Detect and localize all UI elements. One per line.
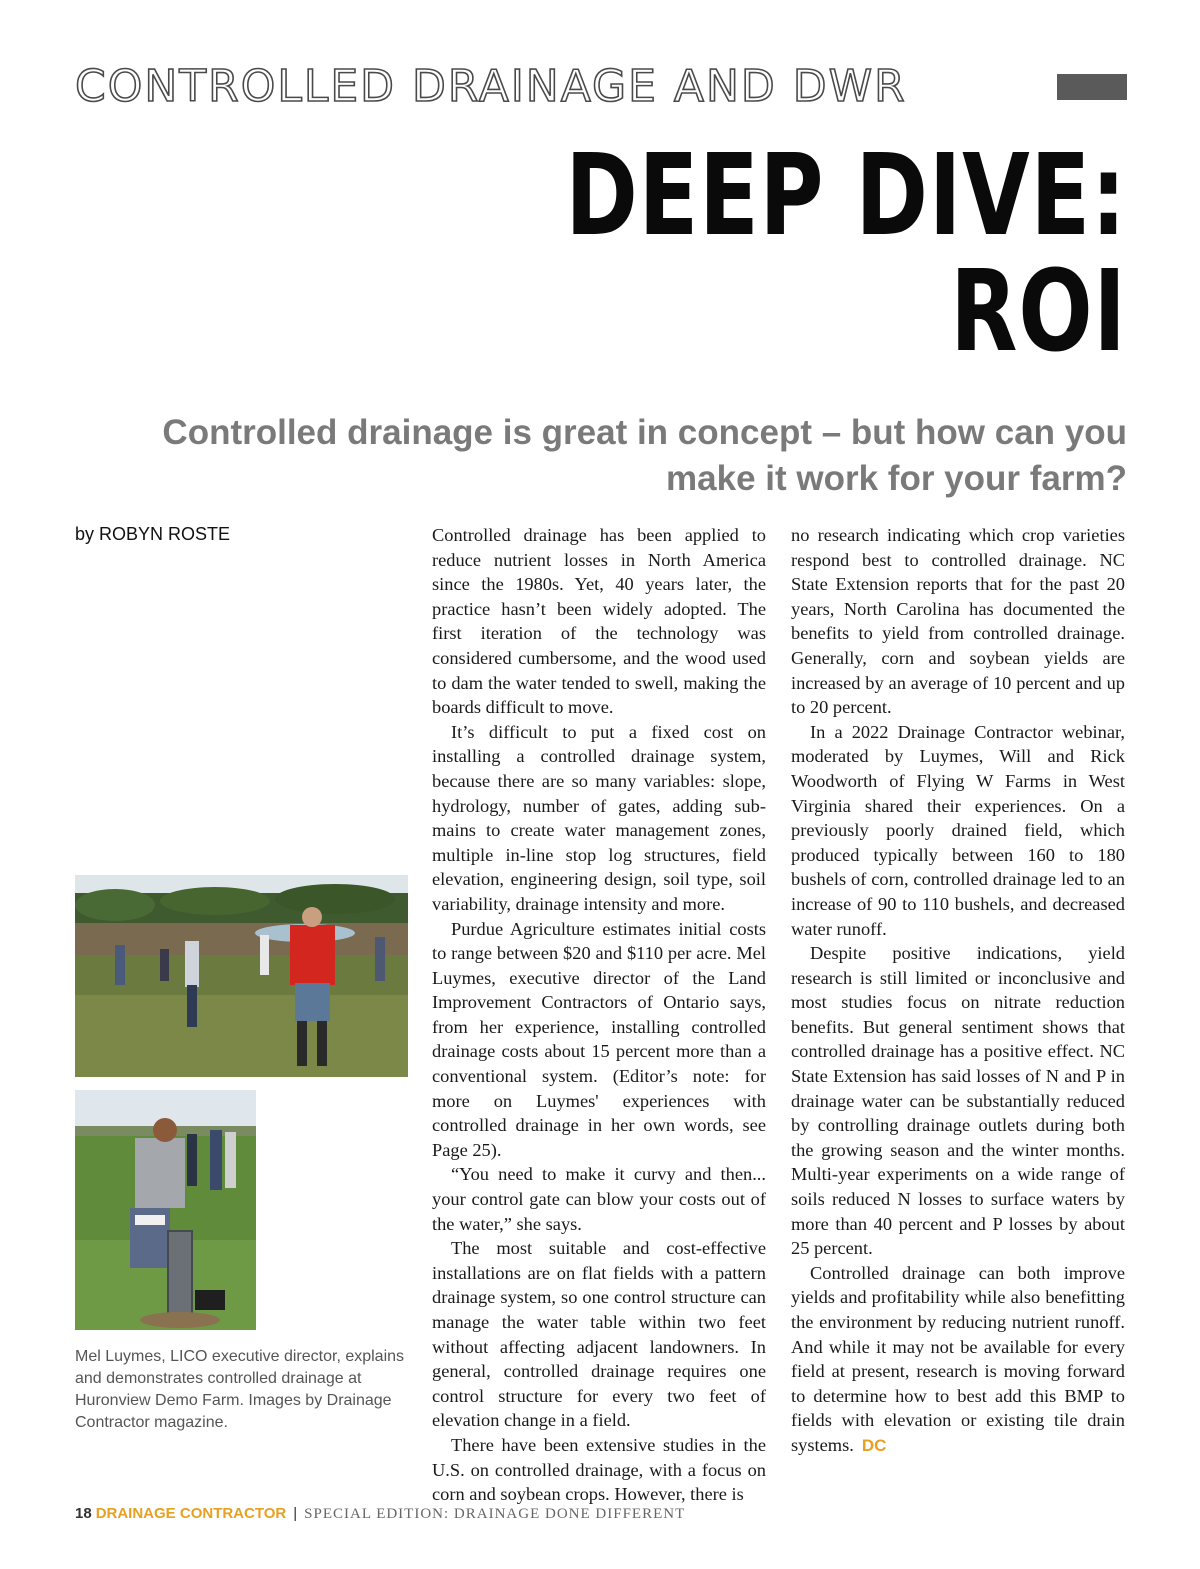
edition-name: SPECIAL EDITION: DRAINAGE DONE DIFFERENT xyxy=(304,1506,686,1522)
byline: by ROBYN ROSTE xyxy=(75,524,231,544)
paragraph: “You need to make it curvy and then... your control gate can blow your costs out of the water,” she says. xyxy=(432,1164,766,1234)
page-number: 18 xyxy=(75,1505,92,1522)
article-column-1 xyxy=(432,523,766,1507)
paragraph: The most suitable and cost-effective installations are on flat fields with a pattern drainage system, so one control structure can manage the water table within two feet without affecting adjacent landowners. In general, controlled drainage requires one control structure for every two feet of elevation change in a field. xyxy=(432,1238,766,1431)
footer-separator: | xyxy=(293,1505,298,1522)
headline-line-2: ROI xyxy=(950,247,1127,377)
paragraph: In a 2022 Drainage Contractor webinar, moderated by Luymes, Will and Rick Woodworth of Flying W Farms in West Virginia shared their experiences. On a previously poorly drained field, which produced typically between 160 to 180 bushels of corn, controlled drainage led to an increase of 90 to 110 bushels, and decreased water runoff. xyxy=(791,721,1125,939)
photo-field-group xyxy=(75,875,408,1077)
paragraph: Despite positive indications, yield research is still limited or inconclusive and most studies focus on nitrate reduction benefits. But general sentiment shows that controlled drainage has a positive effect. NC State Extension has said losses of N and P in drainage water can be substantially reduced by controlling drainage outlets during both the growing season and the winter months. Multi-year experiments on a wide range of soils reduced N losses to surface waters by more than 40 percent and P losses by about 25 percent. xyxy=(791,943,1125,1259)
photo-demonstration xyxy=(75,1090,256,1330)
section-title: CONTROLLED DRAINAGE AND DWR xyxy=(75,61,907,112)
paragraph: Controlled drainage has been applied to reduce nutrient losses in North America since the 1980s. Yet, 40 years later, the practice hasn’t been widely adopted. The first iteration of the technology was considered cumbersome, and the wood used to dam the water tended to swell, making the boards difficult to move. xyxy=(432,525,766,718)
section-header xyxy=(75,58,1127,112)
paragraph-text: Controlled drainage can both improve yields and profitability while also benefitting the environment by reducing nutrient runoff. And while it may not be available for every field at present, research is moving forward to determine how to best add this BMP to fields with elevation or existing tile drain systems. xyxy=(791,1262,1125,1455)
paragraph: no research indicating which crop varieties respond best to controlled drainage. NC State Extension reports that for the past 20 years, North Carolina has documented the benefits to yield from controlled drainage. Generally, corn and soybean yields are increased by an average of 10 percent and up to 20 percent. xyxy=(791,525,1125,718)
article-column-2 xyxy=(791,523,1125,1459)
photo-caption: Mel Luymes, LICO executive director, explains and demonstrates controlled drainage at Huronview Demo Farm. Images by Drainage Contractor magazine. xyxy=(75,1348,405,1431)
paragraph: There have been extensive studies in the U.S. on controlled drainage, with a focus on corn and soybean crops. However, there is xyxy=(432,1434,766,1505)
headline-line-1: DEEP DIVE: xyxy=(565,131,1127,261)
paragraph: Purdue Agriculture estimates initial costs to range between $20 and $110 per acre. Mel Luymes, executive director of the Land Improvement Contractors of Ontario says, from her experience, installing controlled drainage costs about 15 percent more than a conventional system. (Editor’s note: for more on Luymes' experiences with controlled drainage in her own words, see Page 25). xyxy=(432,918,766,1160)
paragraph-final xyxy=(791,1261,1125,1459)
deck-subtitle: Controlled drainage is great in concept – but how can you make it work for your farm? xyxy=(162,413,1127,498)
section-bar xyxy=(1057,74,1127,100)
headline xyxy=(565,131,1127,377)
page-footer xyxy=(75,1505,685,1523)
magazine-name: DRAINAGE CONTRACTOR xyxy=(95,1505,287,1522)
paragraph: It’s difficult to put a fixed cost on installing a controlled drainage system, because there are so many variables: slope, hydrology, number of gates, adding sub-mains to create water management zones, multiple in-line stop log structures, field elevation, engineering design, soil type, soil variability, drainage intensity and more. xyxy=(432,721,766,914)
end-mark: DC xyxy=(861,1435,887,1455)
